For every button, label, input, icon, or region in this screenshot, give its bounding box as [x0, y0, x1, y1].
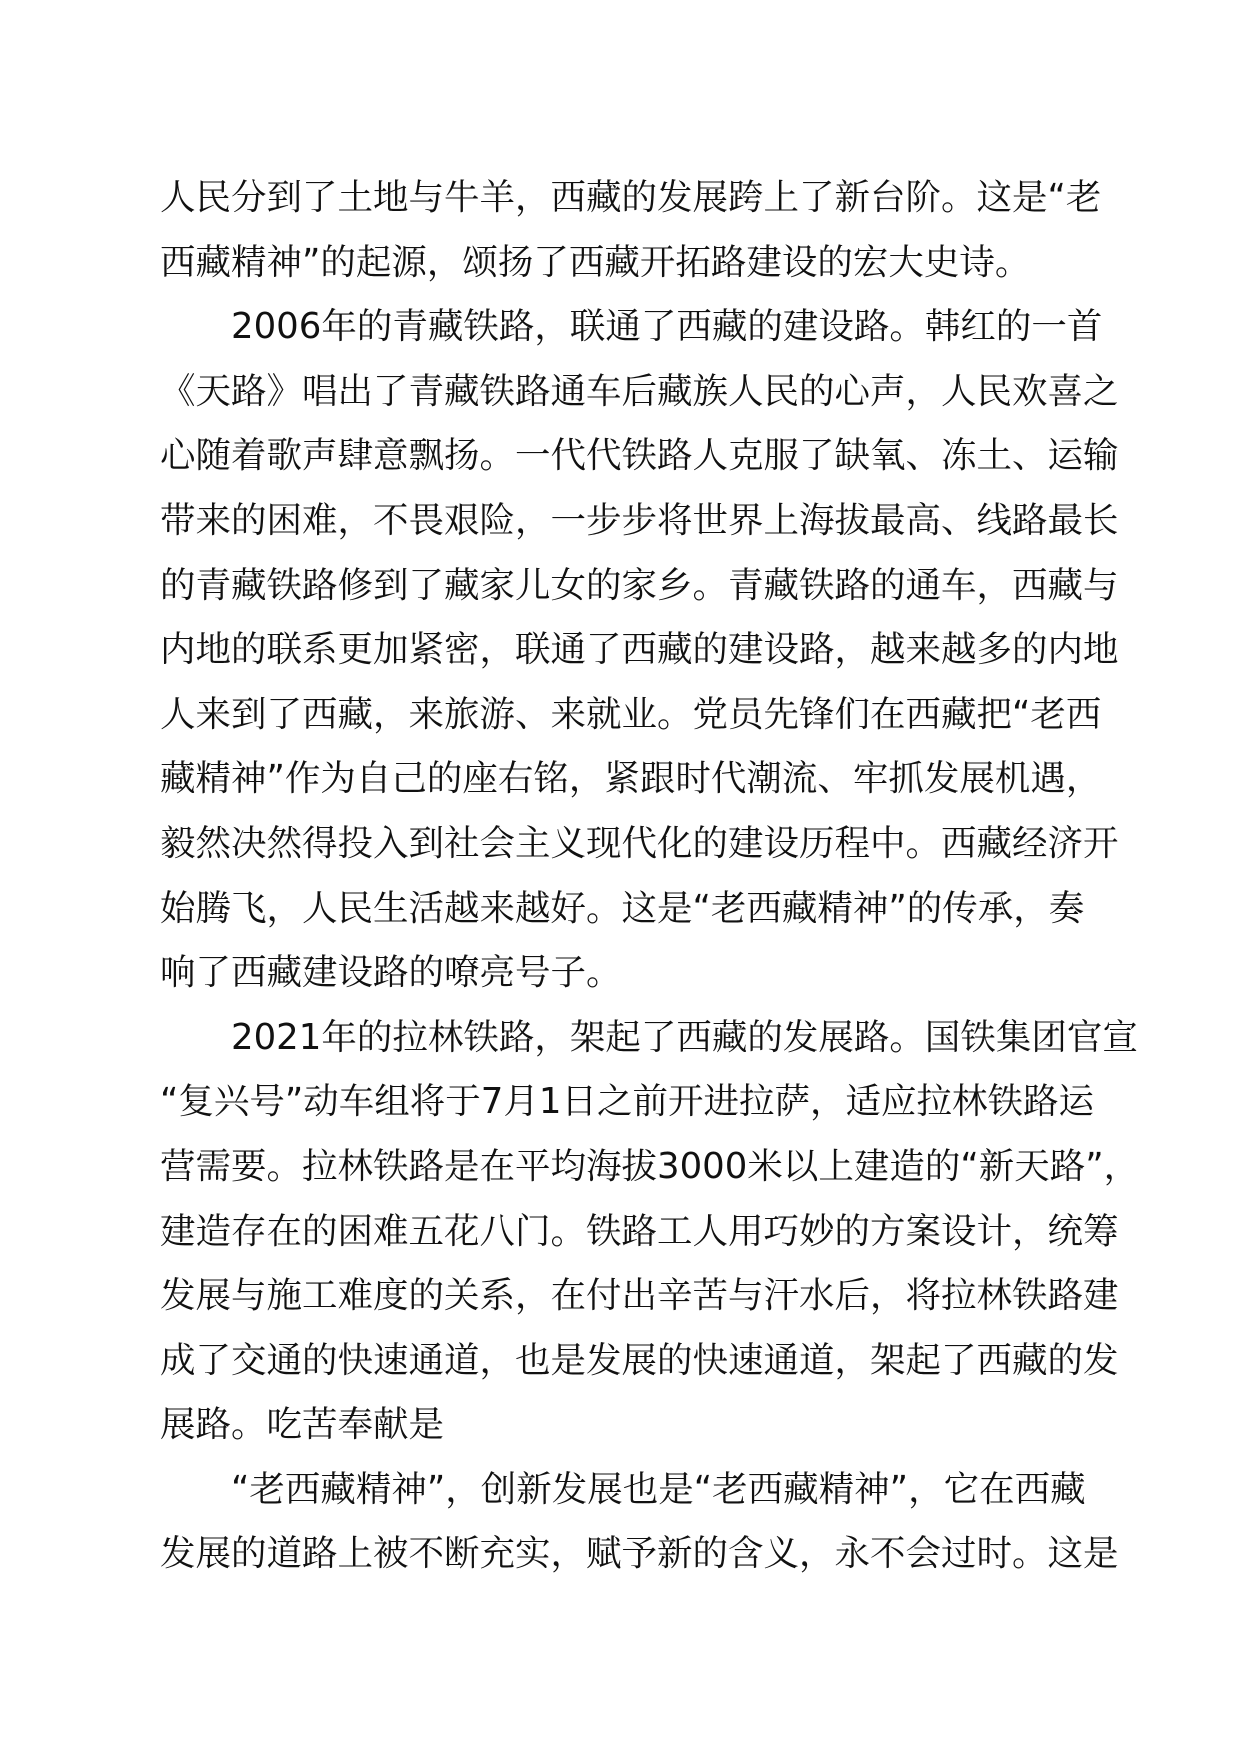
- body-text: [160, 166, 1140, 1587]
- text-line: 毅然决然得投入到社会主义现代化的建设历程中。西藏经济开: [160, 822, 1119, 864]
- text-line: 的青藏铁路修到了藏家儿女的家乡。青藏铁路的通车，西藏与: [160, 564, 1119, 606]
- text-line: 始腾飞，人民生活越来越好。这是“老西藏精神”的传承，奏: [160, 887, 1085, 929]
- text-line: 发展与施工难度的关系，在付出辛苦与汗水后，将拉林铁路建: [160, 1275, 1119, 1317]
- text-line: 建造存在的困难五花八门。铁路工人用巧妙的方案设计，统筹: [160, 1210, 1119, 1252]
- paragraph-start-2006: 2006年的青藏铁路，联通了西藏的建设路。韩红的一首: [231, 306, 1103, 348]
- text-line: 《天路》唱出了青藏铁路通车后藏族人民的心声，人民欢喜之: [160, 370, 1119, 412]
- text-line: 响了西藏建设路的嘹亮号子。: [160, 952, 622, 994]
- text-line: 带来的困难，不畏艰险，一步步将世界上海拔最高、线路最长: [160, 499, 1119, 541]
- paragraph-start-spirit: “老西藏精神”，创新发展也是“老西藏精神”，它在西藏: [231, 1468, 1086, 1510]
- paragraph-start-2021: 2021年的拉林铁路，架起了西藏的发展路。国铁集团官宣: [231, 1016, 1138, 1058]
- text-line: 营需要。拉林铁路是在平均海拔3000米以上建造的“新天路”，: [160, 1145, 1140, 1187]
- text-line: 藏精神”作为自己的座右铭，紧跟时代潮流、牢抓发展机遇，: [160, 758, 1102, 800]
- text-line: 内地的联系更加紧密，联通了西藏的建设路，越来越多的内地: [160, 629, 1119, 671]
- text-line: 人来到了西藏，来旅游、来就业。党员先锋们在西藏把“老西: [160, 693, 1102, 735]
- text-line: 展路。吃苦奉献是: [160, 1404, 445, 1446]
- text-line: 人民分到了土地与牛羊，西藏的发展跨上了新台阶。这是“老: [160, 177, 1102, 218]
- text-line: “复兴号”动车组将于7月1日之前开进拉萨，适应拉林铁路运: [160, 1081, 1094, 1123]
- text-line: 心随着歌声肆意飘扬。一代代铁路人克服了缺氧、冻土、运输: [160, 435, 1119, 477]
- text-line: 西藏精神”的起源，颂扬了西藏开拓路建设的宏大史诗。: [160, 241, 1031, 283]
- text-line: 发展的道路上被不断充实，赋予新的含义，永不会过时。这是: [160, 1533, 1119, 1575]
- text-line: 成了交通的快速通道，也是发展的快速通道，架起了西藏的发: [160, 1339, 1119, 1381]
